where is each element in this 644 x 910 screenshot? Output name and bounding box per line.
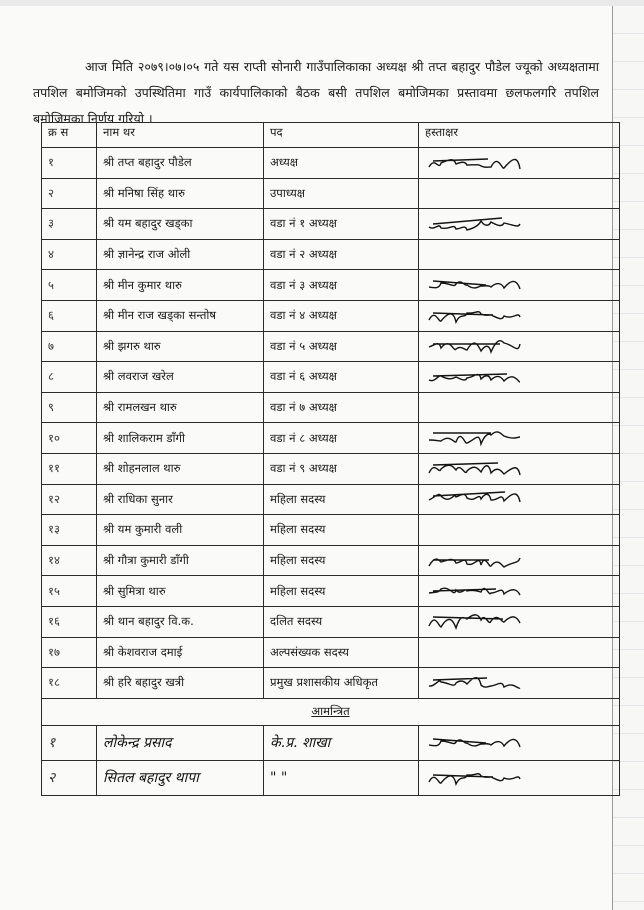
signature-cell [419,362,620,393]
serial-number-cell: २ [42,760,97,795]
table-row [42,725,620,760]
serial-number-cell: १८ [42,668,97,699]
member-name-cell: श्री मीन कुमार थारु [97,270,264,301]
invited-title-cell [42,698,620,725]
member-name-cell: श्री लवराज खरेल [97,362,264,393]
member-name-cell: श्री मनिषा सिंह थारु [97,178,264,209]
handwritten-signature [425,765,535,791]
table-row [42,270,620,301]
serial-number-cell: ३ [42,209,97,240]
handwritten-signature [425,486,535,512]
serial-number-cell: १ [42,148,97,179]
paper-sheet [0,6,644,910]
table-row [42,178,620,209]
member-rows [42,148,620,699]
member-post-cell: उपाध्यक्ष [264,178,419,209]
table-row [42,209,620,240]
serial-number-cell: १६ [42,606,97,637]
handwritten-signature [425,670,535,696]
member-post-cell: वडा नं ९ अध्यक्ष [264,453,419,484]
member-post-cell: महिला सदस्य [264,484,419,515]
member-post-cell: वडा नं ७ अध्यक्ष [264,392,419,423]
attendance-table [41,122,620,796]
member-post-cell: वडा नं २ अध्यक्ष [264,239,419,270]
serial-number-cell: ९ [42,392,97,423]
signature-cell [419,392,620,423]
table-row [42,392,620,423]
handwritten-signature [425,272,535,298]
member-name-cell: लोकेन्द्र प्रसाद [97,725,264,760]
member-post-cell: वडा नं ६ अध्यक्ष [264,362,419,393]
member-name-cell: श्री तप्त बहादुर पौडेल [97,148,264,179]
member-post-cell: वडा नं ४ अध्यक्ष [264,300,419,331]
serial-number-cell: ४ [42,239,97,270]
member-name-cell: श्री ज्ञानेन्द्र राज ओली [97,239,264,270]
signature-cell [419,209,620,240]
signature-cell [419,178,620,209]
signature-cell [419,423,620,454]
member-post-cell: अल्पसंख्यक सदस्य [264,637,419,668]
table-row [42,668,620,699]
table-row [42,515,620,546]
member-name-cell: सितल बहादुर थापा [97,760,264,795]
attendance-table-wrapper [41,122,611,796]
member-post-cell: दलित सदस्य [264,606,419,637]
serial-number-cell: ८ [42,362,97,393]
serial-number-cell: १ [42,725,97,760]
signature-cell [419,270,620,301]
signature-cell [419,515,620,546]
member-post-cell: महिला सदस्य [264,515,419,546]
header-signature: हस्ताक्षर [419,123,620,148]
member-post-cell: प्रमुख प्रशासकीय अधिकृत [264,668,419,699]
invited-section [42,698,620,725]
signature-cell [419,453,620,484]
member-name-cell: श्री हरि बहादुर खत्री [97,668,264,699]
table-row [42,484,620,515]
serial-number-cell: २ [42,178,97,209]
table-row [42,606,620,637]
invited-rows [42,725,620,795]
signature-cell [419,545,620,576]
serial-number-cell: १३ [42,515,97,546]
meeting-intro-paragraph: आज मिति २०७९।०७।०५ गते यस राप्ती सोनारी गाउँपालिकाका अध्यक्ष श्री तप्त बहादुर पौडेल ज्यूको अध्यक्षतामा तपशिल बमोजिमको उपस्थितिमा गाउँ कार्यपालिकाको बैठक बसी तपशिल बमोजिमका प्रस्तावमा छलफलगरि तपशिल बमोजिमका निर्णय गरियो । [33,58,599,126]
member-name-cell: श्री शालिकराम डाँगी [97,423,264,454]
handwritten-signature [425,333,535,359]
serial-number-cell: ६ [42,300,97,331]
member-post-cell: के.प्र. शाखा [264,725,419,760]
header-serial: क्र स [42,123,97,148]
handwritten-signature [425,150,535,176]
signature-cell [419,576,620,607]
member-post-cell: वडा नं ३ अध्यक्ष [264,270,419,301]
member-name-cell: श्री यम बहादुर खड्का [97,209,264,240]
handwritten-signature [425,548,535,574]
member-post-cell: अध्यक्ष [264,148,419,179]
signature-cell [419,484,620,515]
table-row [42,423,620,454]
member-name-cell: श्री यम कुमारी वली [97,515,264,546]
member-post-cell: वडा नं ८ अध्यक्ष [264,423,419,454]
signature-cell [419,300,620,331]
header-post: पद [264,123,419,148]
member-post-cell: महिला सदस्य [264,545,419,576]
handwritten-signature [425,578,535,604]
serial-number-cell: १२ [42,484,97,515]
serial-number-cell: ७ [42,331,97,362]
member-post-cell: वडा नं १ अध्यक्ष [264,209,419,240]
signature-cell [419,668,620,699]
signature-cell [419,148,620,179]
handwritten-signature [425,425,535,451]
handwritten-signature [425,730,535,756]
signature-cell [419,606,620,637]
handwritten-signature [425,609,535,635]
serial-number-cell: १५ [42,576,97,607]
member-post-cell: वडा नं ५ अध्यक्ष [264,331,419,362]
member-name-cell: श्री मीन राज खड्का सन्तोष [97,300,264,331]
signature-cell [419,760,620,795]
signature-cell [419,239,620,270]
member-name-cell: श्री झगरु थारु [97,331,264,362]
invited-header-row [42,698,620,725]
table-row [42,760,620,795]
document-page [0,6,612,910]
table-row [42,637,620,668]
serial-number-cell: १४ [42,545,97,576]
table-header-row [42,123,620,148]
invited-title: आमन्त्रित [311,704,350,719]
header-name: नाम थर [97,123,264,148]
member-name-cell: श्री केशवराज दमाई [97,637,264,668]
member-name-cell: श्री सुमित्रा थारु [97,576,264,607]
serial-number-cell: ५ [42,270,97,301]
handwritten-signature [425,211,535,237]
table-row [42,576,620,607]
table-row [42,362,620,393]
table-row [42,239,620,270]
handwritten-signature [425,364,535,390]
serial-number-cell: १७ [42,637,97,668]
table-row [42,300,620,331]
serial-number-cell: ११ [42,453,97,484]
member-post-cell: महिला सदस्य [264,576,419,607]
table-row [42,148,620,179]
table-row [42,545,620,576]
signature-cell [419,637,620,668]
table-row [42,453,620,484]
member-post-cell: " " [264,760,419,795]
member-name-cell: श्री राधिका सुनार [97,484,264,515]
handwritten-signature [425,303,535,329]
signature-cell [419,725,620,760]
serial-number-cell: १० [42,423,97,454]
member-name-cell: श्री शोहनलाल थारु [97,453,264,484]
handwritten-signature [425,456,535,482]
member-name-cell: श्री गौत्रा कुमारी डाँगी [97,545,264,576]
member-name-cell: श्री रामलखन थारु [97,392,264,423]
table-row [42,331,620,362]
member-name-cell: श्री थान बहादुर वि.क. [97,606,264,637]
signature-cell [419,331,620,362]
